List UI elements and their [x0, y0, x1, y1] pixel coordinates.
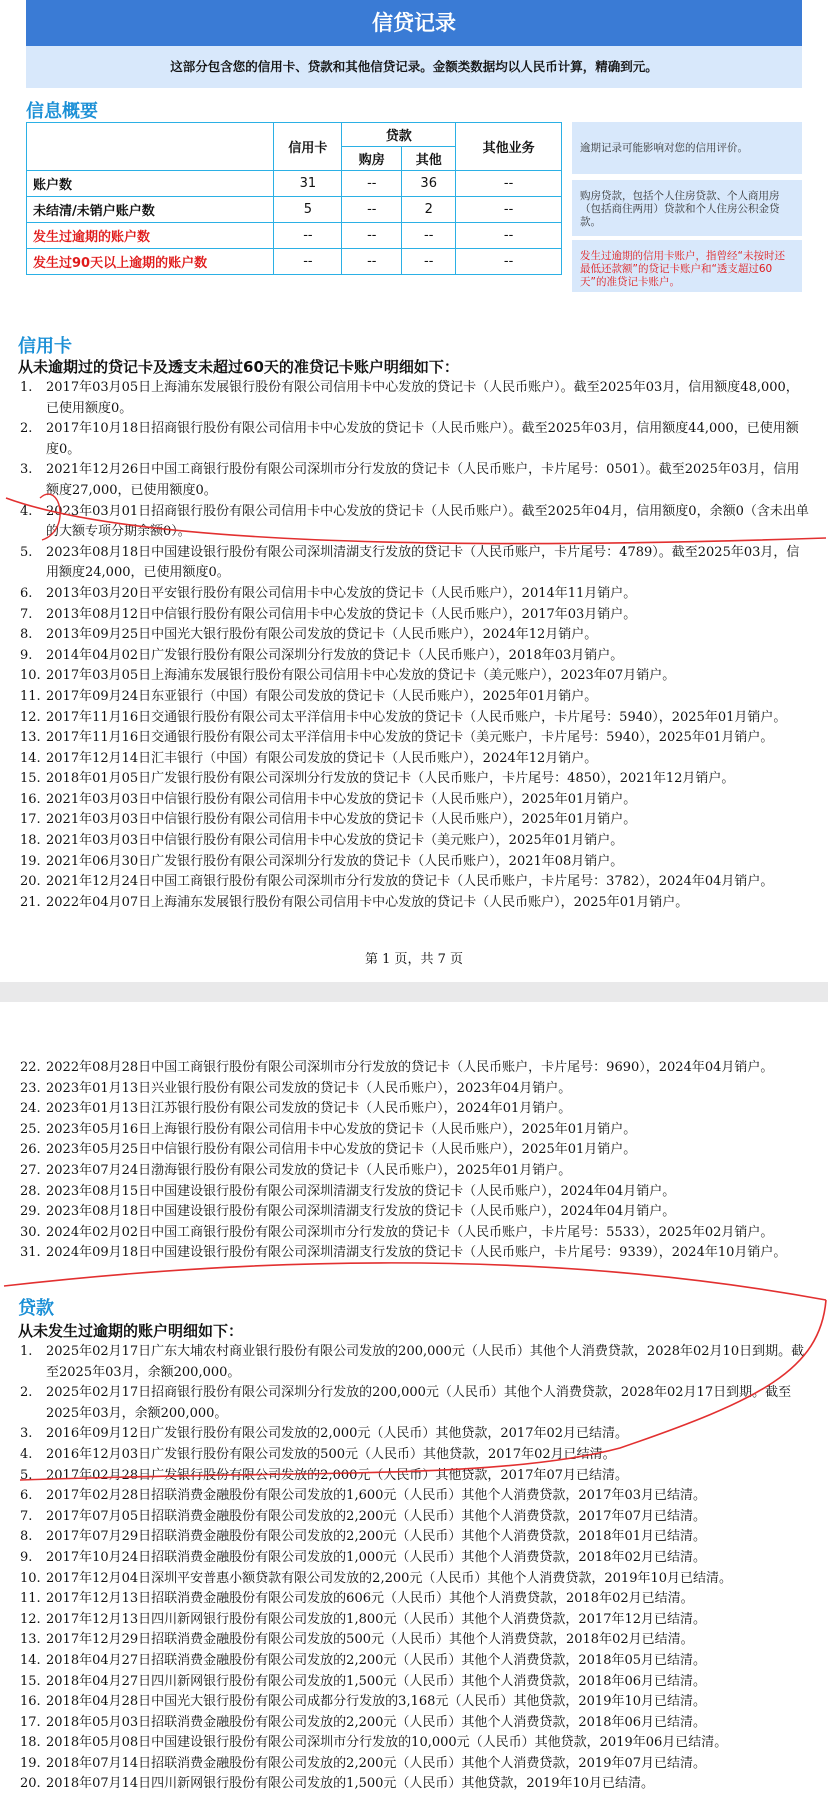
list-item-number: 7. — [20, 1508, 33, 1524]
credit-card-item — [20, 790, 810, 811]
list-item-number: 13. — [20, 1632, 41, 1648]
list-item-number: 3. — [20, 462, 33, 478]
cell-cc: 31 — [274, 171, 342, 197]
loan-item — [20, 1342, 810, 1383]
list-item-number: 15. — [20, 771, 41, 787]
overview-heading: 信息概要 — [26, 101, 98, 122]
list-item-text: 2017年07月05日招联消费金融股份有限公司发放的2,200元（人民币）其他个人消费贷款，2017年07月已结清。 — [46, 1508, 707, 1524]
list-item-number: 8. — [20, 627, 33, 643]
list-item-number: 12. — [20, 1611, 41, 1627]
list-item-text: 2018年07月14日招联消费金融股份有限公司发放的2,200元（人民币）其他个人消费贷款，2019年07月已结清。 — [46, 1755, 707, 1771]
loan-item — [20, 1507, 810, 1528]
cell-biz: -- — [456, 171, 562, 197]
list-item-number: 6. — [20, 1488, 33, 1504]
list-item-text: 2016年09月12日广发银行股份有限公司发放的2,000元（人民币）其他贷款，2017年02月已结清。 — [46, 1426, 629, 1442]
loan-item — [20, 1486, 810, 1507]
list-item-text: 2017年07月29日招联消费金融股份有限公司发放的2,200元（人民币）其他个人消费贷款，2018年01月已结清。 — [46, 1529, 707, 1545]
cell-other: 36 — [402, 171, 456, 197]
list-item-number: 19. — [20, 1755, 41, 1771]
list-item-text: 2021年12月26日中国工商银行股份有限公司深圳市分行发放的贷记卡（人民币账户，卡片尾号：0501）。截至2025年03月，信用额度27,000，已使用额度0。 — [46, 462, 800, 498]
loan-item — [20, 1548, 810, 1569]
list-item-text: 2017年12月13日四川新网银行股份有限公司发放的1,800元（人民币）其他个人消费贷款，2017年12月已结清。 — [46, 1611, 707, 1627]
credit-card-item — [20, 1182, 810, 1203]
credit-card-item — [20, 852, 810, 873]
row-label: 未结清/未销户账户数 — [27, 197, 274, 223]
credit-card-item — [20, 728, 810, 749]
list-item-text: 2013年08月12日中信银行股份有限公司信用卡中心发放的贷记卡（人民币账户），2017年03月销户。 — [46, 606, 637, 622]
cell-cc: -- — [274, 249, 342, 275]
credit-card-item — [20, 378, 810, 419]
credit-card-item — [20, 1243, 810, 1264]
list-item-number: 7. — [20, 606, 33, 622]
list-item-text: 2023年01月13日兴业银行股份有限公司发放的贷记卡（人民币账户），2023年04月销户。 — [46, 1080, 572, 1096]
list-item-text: 2023年08月15日中国建设银行股份有限公司深圳清湖支行发放的贷记卡（人民币账户），2024年04月销户。 — [46, 1183, 676, 1199]
list-item-number: 23. — [20, 1080, 41, 1096]
list-item-text: 2025年02月17日广东大埔农村商业银行股份有限公司发放的200,000元（人民币）其他个人消费贷款，2028年02月10日到期。截至2025年03月，余额200,000。 — [46, 1344, 805, 1380]
list-item-text: 2023年07月24日渤海银行股份有限公司发放的贷记卡（人民币账户），2025年01月销户。 — [46, 1162, 572, 1178]
credit-card-item — [20, 1140, 810, 1161]
list-item-text: 2022年08月28日中国工商银行股份有限公司深圳市分行发放的贷记卡（人民币账户，卡片尾号：9690），2024年04月销户。 — [46, 1060, 774, 1075]
loan-item — [20, 1445, 810, 1466]
list-item-text: 2017年03月05日上海浦东发展银行股份有限公司信用卡中心发放的贷记卡（人民币账户）。截至2025年03月，信用额度48,000，已使用额度0。 — [46, 380, 799, 416]
row-label: 发生过逾期的账户数 — [27, 223, 274, 249]
list-item-text: 2017年10月18日招商银行股份有限公司信用卡中心发放的贷记卡（人民币账户）。截至2025年03月，信用额度44,000，已使用额度0。 — [46, 421, 799, 457]
list-item-text: 2017年10月24日招联消费金融股份有限公司发放的1,000元（人民币）其他个人消费贷款，2018年02月已结清。 — [46, 1549, 707, 1565]
list-item-text: 2018年04月28日中国光大银行股份有限公司成都分行发放的3,168元（人民币）其他贷款，2019年10月已结清。 — [46, 1694, 707, 1710]
list-item-number: 4. — [20, 1446, 33, 1462]
credit-card-item — [20, 646, 810, 667]
table-row — [27, 197, 562, 223]
credit-card-item — [20, 460, 810, 501]
list-item-number: 26. — [20, 1142, 41, 1158]
loan-item — [20, 1630, 810, 1651]
cell-biz: -- — [456, 223, 562, 249]
list-item-text: 2023年05月25日中信银行股份有限公司信用卡中心发放的贷记卡（人民币账户），2025年01月销户。 — [46, 1142, 637, 1158]
list-item-number: 1. — [20, 380, 33, 395]
list-item-text: 2023年08月18日中国建设银行股份有限公司深圳清湖支行发放的贷记卡（人民币账户，卡片尾号：4789）。截至2025年03月，信用额度24,000，已使用额度0。 — [46, 544, 800, 581]
credit-card-item — [20, 625, 810, 646]
cell-house: -- — [342, 249, 402, 275]
loan-item — [20, 1610, 810, 1631]
list-item-number: 20. — [20, 874, 41, 890]
loan-item — [20, 1733, 810, 1754]
list-item-number: 2. — [20, 1385, 33, 1401]
credit-card-item — [20, 419, 810, 460]
credit-card-item — [20, 708, 810, 729]
note-overdue-credit-card: 发生过逾期的信用卡账户，指曾经“未按时还最低还款额”的贷记卡账户和“透支超过60天”的准贷记卡账户。 — [572, 240, 802, 292]
list-item-number: 3. — [20, 1426, 33, 1442]
list-item-number: 11. — [20, 1591, 41, 1607]
list-item-number: 18. — [20, 833, 41, 849]
list-item-number: 16. — [20, 1694, 41, 1710]
row-label: 账户数 — [27, 171, 274, 197]
table-row — [27, 249, 562, 275]
list-item-number: 29. — [20, 1204, 41, 1220]
list-item-text: 2018年04月27日四川新网银行股份有限公司发放的1,500元（人民币）其他个人消费贷款，2018年06月已结清。 — [46, 1673, 707, 1689]
col-header-loan: 贷款 — [342, 123, 456, 147]
list-item-number: 27. — [20, 1162, 41, 1178]
list-item-number: 20. — [20, 1776, 41, 1792]
note-house-loan: 购房贷款，包括个人住房贷款、个人商用房（包括商住两用）贷款和个人住房公积金贷款。 — [572, 180, 802, 236]
credit-card-list-continued — [20, 1058, 810, 1264]
list-item-text: 2017年03月05日上海浦东发展银行股份有限公司信用卡中心发放的贷记卡（美元账户），2023年07月销户。 — [46, 668, 676, 684]
table-row — [27, 171, 562, 197]
list-item-text: 2024年02月02日中国工商银行股份有限公司深圳市分行发放的贷记卡（人民币账户，卡片尾号：5533），2025年02月销户。 — [46, 1224, 774, 1240]
loan-heading: 贷款 — [18, 1298, 54, 1319]
list-item-number: 1. — [20, 1344, 33, 1359]
credit-card-item — [20, 666, 810, 687]
list-item-text: 2021年03月03日中信银行股份有限公司信用卡中心发放的贷记卡（人民币账户），2025年01月销户。 — [46, 791, 637, 807]
list-item-number: 8. — [20, 1529, 33, 1545]
list-item-number: 17. — [20, 812, 41, 828]
credit-card-item — [20, 1099, 810, 1120]
credit-card-item — [20, 1223, 810, 1244]
list-item-text: 2018年07月14日四川新网银行股份有限公司发放的1,500元（人民币）其他贷款，2019年10月已结清。 — [46, 1776, 655, 1792]
page-number: 第 1 页，共 7 页 — [364, 952, 464, 967]
loan-item — [20, 1569, 810, 1590]
cell-biz: -- — [456, 197, 562, 223]
credit-card-item — [20, 810, 810, 831]
list-item-number: 2. — [20, 421, 33, 437]
table-row — [27, 223, 562, 249]
list-item-number: 9. — [20, 1549, 33, 1565]
list-item-number: 24. — [20, 1101, 41, 1117]
list-item-text: 2017年12月29日招联消费金融股份有限公司发放的500元（人民币）其他个人消费贷款，2018年02月已结清。 — [46, 1632, 694, 1648]
list-item-number: 31. — [20, 1245, 41, 1261]
credit-card-heading: 信用卡 — [18, 336, 72, 357]
credit-card-subheading: 从未逾期过的贷记卡及透支未超过60天的准贷记卡账户明细如下： — [18, 358, 459, 376]
credit-card-item — [20, 1202, 810, 1223]
credit-card-item — [20, 584, 810, 605]
col-header-other-business: 其他业务 — [456, 123, 562, 171]
credit-card-item — [20, 605, 810, 626]
credit-card-item — [20, 749, 810, 770]
list-item-number: 15. — [20, 1673, 41, 1689]
list-item-text: 2025年02月17日招商银行股份有限公司深圳分行发放的200,000元（人民币）其他个人消费贷款，2028年02月17日到期。截至2025年03月，余额200,000。 — [46, 1385, 792, 1421]
section-description: 这部分包含您的信用卡、贷款和其他信贷记录。金额类数据均以人民币计算，精确到元。 — [26, 46, 802, 88]
loan-item — [20, 1754, 810, 1775]
list-item-text: 2017年02月28日招联消费金融股份有限公司发放的1,600元（人民币）其他个人消费贷款，2017年03月已结清。 — [46, 1488, 707, 1504]
list-item-number: 22. — [20, 1060, 41, 1075]
list-item-text: 2021年06月30日广发银行股份有限公司深圳分行发放的贷记卡（人民币账户），2021年08月销户。 — [46, 853, 624, 869]
list-item-number: 18. — [20, 1735, 41, 1751]
report-page-2 — [0, 1002, 828, 1792]
list-item-text: 2024年09月18日中国建设银行股份有限公司深圳清湖支行发放的贷记卡（人民币账户，卡片尾号：9339），2024年10月销户。 — [46, 1245, 787, 1261]
list-item-number: 9. — [20, 647, 33, 663]
col-header-credit-card: 信用卡 — [274, 123, 342, 171]
credit-card-item — [20, 687, 810, 708]
list-item-text: 2017年11月16日交通银行股份有限公司太平洋信用卡中心发放的贷记卡（人民币账户，卡片尾号：5940），2025年01月销户。 — [46, 709, 787, 725]
note-overdue-impact: 逾期记录可能影响对您的信用评价。 — [572, 122, 802, 174]
list-item-number: 10. — [20, 1570, 41, 1586]
loan-item — [20, 1383, 810, 1424]
list-item-number: 10. — [20, 668, 41, 684]
col-header-loan-house: 购房 — [342, 147, 402, 171]
credit-card-item — [20, 1161, 810, 1182]
list-item-text: 2018年01月05日广发银行股份有限公司深圳分行发放的贷记卡（人民币账户，卡片尾号：4850），2021年12月销户。 — [46, 771, 735, 787]
list-item-number: 14. — [20, 1652, 41, 1668]
list-item-text: 2013年03月20日平安银行股份有限公司信用卡中心发放的贷记卡（人民币账户），2014年11月销户。 — [46, 585, 637, 601]
list-item-number: 12. — [20, 709, 41, 725]
cell-house: -- — [342, 197, 402, 223]
list-item-text: 2016年12月03日广发银行股份有限公司发放的500元（人民币）其他贷款，2017年02月已结清。 — [46, 1446, 616, 1462]
list-item-text: 2022年04月07日上海浦东发展银行股份有限公司信用卡中心发放的贷记卡（人民币账户），2025年01月销户。 — [46, 894, 689, 910]
list-item-number: 16. — [20, 791, 41, 807]
credit-card-item — [20, 1120, 810, 1141]
list-item-text: 2023年03月01日招商银行股份有限公司信用卡中心发放的贷记卡（人民币账户）。截至2025年04月，信用额度0，余额0（含未出单的大额专项分期余额0）。 — [46, 503, 809, 540]
page-separator — [0, 982, 828, 1002]
cell-cc: 5 — [274, 197, 342, 223]
loan-list — [20, 1342, 810, 1795]
credit-card-item — [20, 502, 810, 543]
cell-other: 2 — [402, 197, 456, 223]
list-item-number: 14. — [20, 750, 41, 766]
list-item-number: 13. — [20, 730, 41, 746]
list-item-text: 2018年05月08日中国建设银行股份有限公司深圳市分行发放的10,000元（人民币）其他贷款，2019年06月已结清。 — [46, 1735, 728, 1751]
list-item-number: 19. — [20, 853, 41, 869]
loan-item — [20, 1692, 810, 1713]
cell-other: -- — [402, 223, 456, 249]
loan-item — [20, 1589, 810, 1610]
credit-card-item — [20, 1058, 810, 1079]
list-item-text: 2023年08月18日中国建设银行股份有限公司深圳清湖支行发放的贷记卡（人民币账户），2024年04月销户。 — [46, 1204, 676, 1220]
list-item-text: 2014年04月02日广发银行股份有限公司深圳分行发放的贷记卡（人民币账户），2018年03月销户。 — [46, 647, 624, 663]
list-item-text: 2017年02月28日广发银行股份有限公司发放的2,000元（人民币）其他贷款，2017年07月已结清。 — [46, 1467, 629, 1483]
list-item-text: 2018年04月27日招联消费金融股份有限公司发放的2,200元（人民币）其他个人消费贷款，2018年05月已结清。 — [46, 1652, 707, 1668]
list-item-text: 2023年01月13日江苏银行股份有限公司发放的贷记卡（人民币账户），2024年01月销户。 — [46, 1101, 572, 1117]
cell-house: -- — [342, 171, 402, 197]
list-item-text: 2021年03月03日中信银行股份有限公司信用卡中心发放的贷记卡（人民币账户），2025年01月销户。 — [46, 812, 637, 828]
list-item-text: 2023年05月16日上海银行股份有限公司信用卡中心发放的贷记卡（人民币账户），2025年01月销户。 — [46, 1121, 637, 1137]
cell-other: -- — [402, 249, 456, 275]
loan-subheading: 从未发生过逾期的账户明细如下： — [18, 1322, 244, 1340]
credit-card-item — [20, 1079, 810, 1100]
list-item-text: 2018年05月03日招联消费金融股份有限公司发放的2,200元（人民币）其他个人消费贷款，2018年06月已结清。 — [46, 1714, 707, 1730]
credit-card-item — [20, 872, 810, 893]
loan-item — [20, 1672, 810, 1693]
credit-card-item — [20, 831, 810, 852]
list-item-text: 2017年12月14日汇丰银行（中国）有限公司发放的贷记卡（人民币账户），2024年12月销户。 — [46, 750, 598, 766]
overview-summary-table — [26, 122, 562, 275]
list-item-number: 11. — [20, 688, 41, 704]
credit-card-list — [20, 378, 810, 913]
loan-item — [20, 1466, 810, 1487]
cell-cc: -- — [274, 223, 342, 249]
list-item-number: 5. — [20, 1467, 33, 1483]
list-item-number: 25. — [20, 1121, 41, 1137]
list-item-text: 2021年03月03日中信银行股份有限公司信用卡中心发放的贷记卡（美元账户），2025年01月销户。 — [46, 833, 624, 849]
list-item-text: 2013年09月25日中国光大银行股份有限公司发放的贷记卡（人民币账户），2024年12月销户。 — [46, 627, 598, 643]
list-item-number: 17. — [20, 1714, 41, 1730]
list-item-text: 2017年09月24日东亚银行（中国）有限公司发放的贷记卡（人民币账户），2025年01月销户。 — [46, 688, 598, 704]
loan-item — [20, 1713, 810, 1734]
list-item-text: 2017年11月16日交通银行股份有限公司太平洋信用卡中心发放的贷记卡（美元账户，卡片尾号：5940），2025年01月销户。 — [46, 730, 774, 746]
list-item-number: 21. — [20, 894, 41, 910]
list-item-number: 6. — [20, 585, 33, 601]
table-corner-cell — [27, 123, 274, 171]
list-item-text: 2017年12月13日招联消费金融股份有限公司发放的606元（人民币）其他个人消费贷款，2018年02月已结清。 — [46, 1591, 694, 1607]
loan-item — [20, 1424, 810, 1445]
credit-card-item — [20, 769, 810, 790]
row-label: 发生过90天以上逾期的账户数 — [27, 249, 274, 275]
loan-item — [20, 1651, 810, 1672]
cell-biz: -- — [456, 249, 562, 275]
list-item-number: 30. — [20, 1224, 41, 1240]
credit-card-item — [20, 543, 810, 584]
section-title-banner: 信贷记录 — [26, 0, 802, 46]
list-item-number: 4. — [20, 503, 33, 519]
list-item-text: 2017年12月04日深圳平安普惠小额贷款有限公司发放的2,200元（人民币）其他个人消费贷款，2019年10月已结清。 — [46, 1570, 733, 1586]
loan-item — [20, 1527, 810, 1548]
credit-card-item — [20, 893, 810, 914]
col-header-loan-other: 其他 — [402, 147, 456, 171]
list-item-text: 2021年12月24日中国工商银行股份有限公司深圳市分行发放的贷记卡（人民币账户，卡片尾号：3782），2024年04月销户。 — [46, 874, 774, 890]
cell-house: -- — [342, 223, 402, 249]
list-item-number: 28. — [20, 1183, 41, 1199]
list-item-number: 5. — [20, 544, 33, 560]
